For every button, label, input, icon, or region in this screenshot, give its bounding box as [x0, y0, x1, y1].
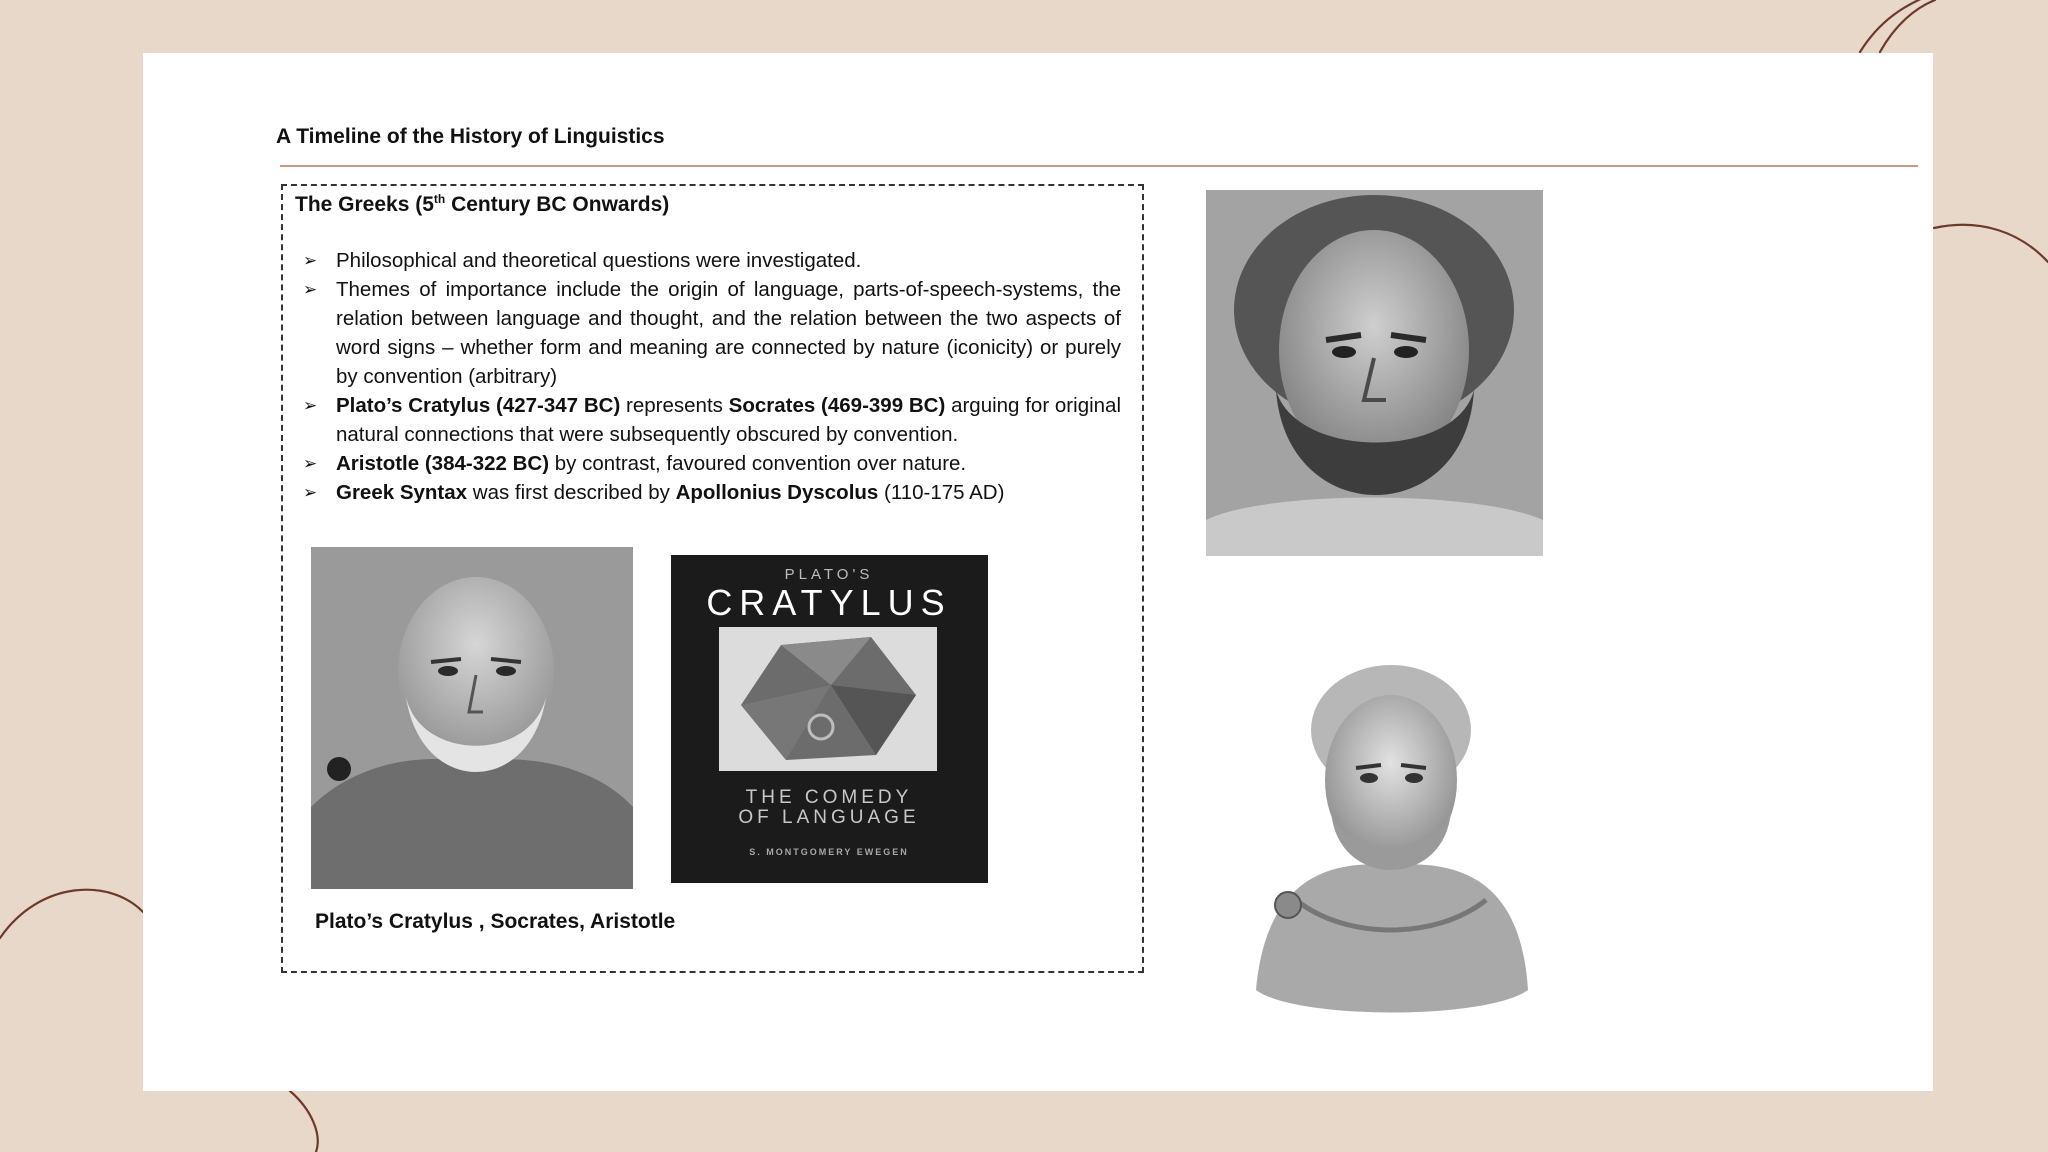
deco-curve-top-right-2	[1880, 0, 1935, 52]
bullet-item	[303, 246, 1121, 275]
socrates-portrait-image	[1206, 190, 1543, 556]
cratylus-book-cover-image	[671, 555, 988, 883]
aristotle-portrait-image	[1236, 660, 1546, 1025]
bullet-bold-text: Plato’s Cratylus (427-347 BC)	[336, 394, 621, 417]
bullet-text: arguing for original natural connections that were subsequently obscured by convention.	[336, 394, 1122, 446]
arrowhead-bullet-icon: ➢	[303, 280, 318, 299]
arrowhead-bullet-icon: ➢	[303, 483, 318, 502]
bullet-text: represents	[620, 394, 729, 417]
bullet-text: was first described by	[467, 481, 676, 504]
deco-curve-bottom	[290, 1091, 318, 1152]
cover-subtitle-1: THE COMEDY	[745, 787, 913, 808]
arrowhead-bullet-icon: ➢	[303, 251, 318, 270]
slide-page	[143, 53, 1933, 1091]
page-title: A Timeline of the History of Linguistics	[276, 125, 665, 148]
bullet-list	[303, 246, 1121, 507]
bullet-text: by contrast, favoured convention over nature.	[549, 452, 967, 475]
cover-title: CRATYLUS	[706, 582, 952, 623]
cover-top-line: PLATO'S	[784, 566, 874, 583]
arrowhead-bullet-icon: ➢	[303, 454, 318, 473]
section-heading-pre: The Greeks (5	[295, 193, 434, 216]
bullet-item	[303, 478, 1121, 507]
bullet-text: Philosophical and theoretical questions were investigated.	[336, 249, 862, 272]
bullet-item	[303, 275, 1121, 391]
section-heading-post: Century BC Onwards)	[445, 193, 670, 216]
arrowhead-bullet-icon: ➢	[303, 396, 318, 415]
title-divider	[280, 165, 1918, 167]
section-heading	[295, 192, 669, 217]
bullet-bold-text: Apollonius Dyscolus	[675, 481, 879, 504]
greeks-section-box	[281, 184, 1144, 973]
plato-portrait-image	[311, 547, 633, 889]
cover-author: S. MONTGOMERY EWEGEN	[749, 847, 909, 857]
bullet-text: (110-175 AD)	[878, 481, 1005, 504]
bullet-bold-text: Socrates (469-399 BC)	[728, 394, 946, 417]
bullet-item	[303, 449, 1121, 478]
bullet-bold-text: Greek Syntax	[336, 481, 468, 504]
deco-curve-right	[1934, 225, 2048, 262]
section-heading-sup: th	[433, 192, 446, 206]
bullet-text: Themes of importance include the origin of language, parts-of-speech-systems, the relation between language and thought, and the relation between the two aspects of word signs – whether form and meaning are connected by nature (iconicity) or purely by convention (arbitrary)	[336, 278, 1121, 388]
cover-subtitle-2: OF LANGUAGE	[738, 807, 920, 828]
deco-curve-left	[0, 890, 143, 938]
bullet-item	[303, 391, 1121, 449]
bullet-bold-text: Aristotle (384-322 BC)	[336, 452, 550, 475]
image-caption: Plato’s Cratylus , Socrates, Aristotle	[315, 910, 676, 933]
